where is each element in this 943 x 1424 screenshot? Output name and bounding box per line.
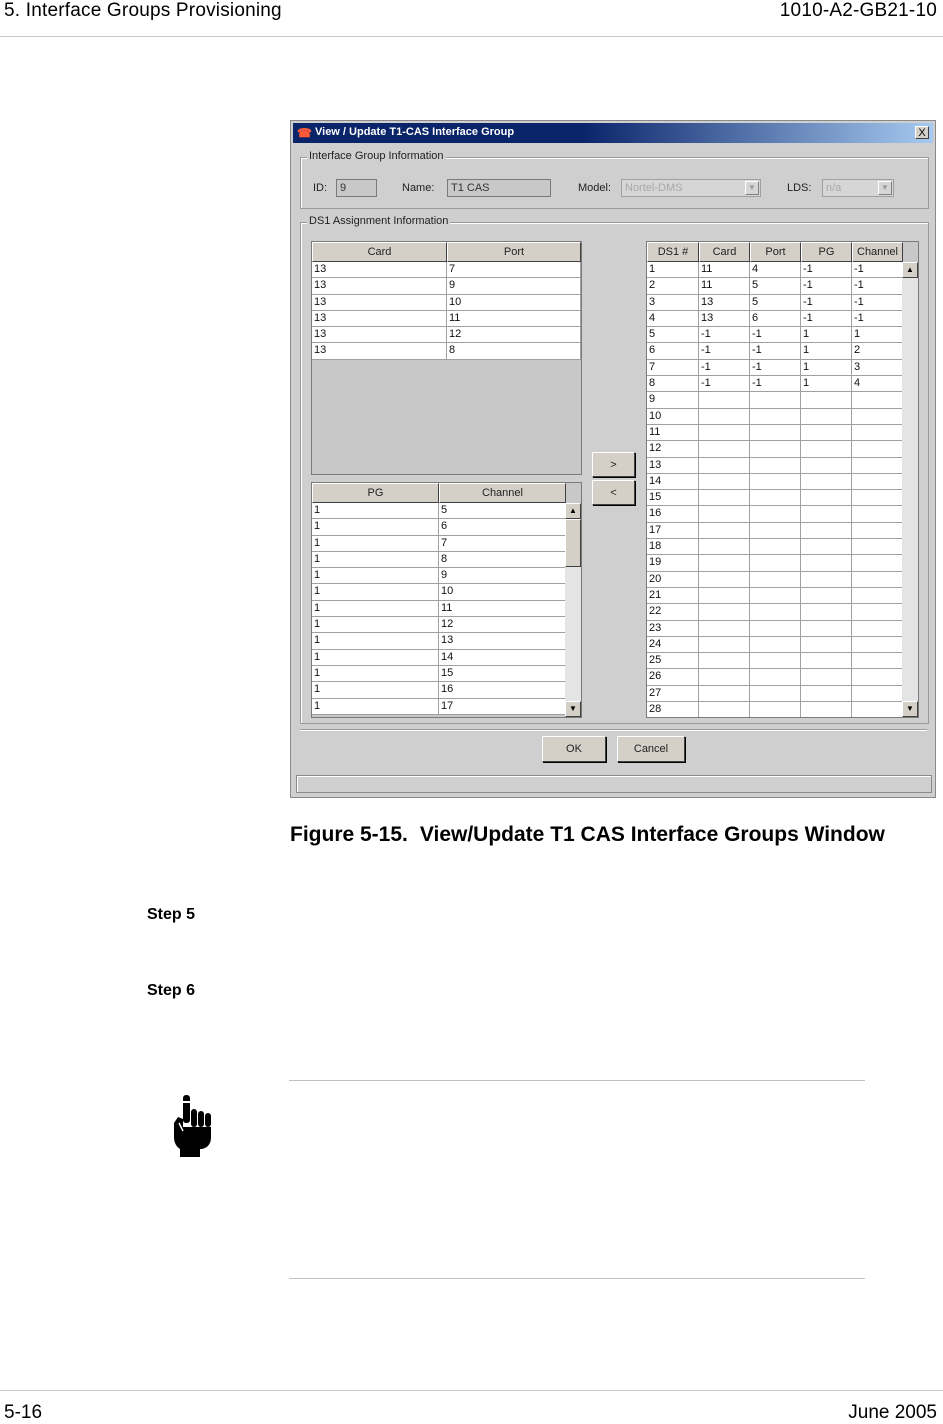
ds1-cell (852, 637, 903, 653)
column-header-pg[interactable]: PG (312, 483, 439, 503)
ds1-row[interactable] (647, 653, 903, 669)
ds1-row[interactable] (647, 572, 903, 588)
lds-select[interactable] (822, 179, 894, 197)
ds1-cell (852, 669, 903, 685)
pg-channel-row[interactable] (312, 666, 566, 682)
ds1-cell (801, 441, 852, 457)
id-field: 9 (336, 179, 377, 197)
pg-channel-cell: 1 (312, 666, 439, 682)
card-port-cell: 10 (447, 295, 581, 311)
ds1-cell (801, 523, 852, 539)
ds1-cell: 10 (647, 409, 699, 425)
ds1-row[interactable] (647, 523, 903, 539)
pg-channel-cell: 1 (312, 617, 439, 633)
ds1-cell (852, 653, 903, 669)
scroll-thumb[interactable] (565, 519, 581, 567)
scroll-down-icon[interactable]: ▼ (902, 701, 918, 717)
lds-value: n/a (826, 182, 842, 194)
pg-channel-cell: 1 (312, 699, 439, 715)
column-header-card[interactable]: Card (312, 242, 447, 262)
ds1-cell: 1 (801, 360, 852, 376)
pg-channel-cell: 9 (439, 568, 566, 584)
ds1-row[interactable] (647, 588, 903, 604)
status-bar (296, 775, 932, 793)
ds1-cell: 17 (647, 523, 699, 539)
pg-channel-cell: 15 (439, 666, 566, 682)
ds1-cell (852, 490, 903, 506)
ds1-cell (852, 409, 903, 425)
name-label: Name: (402, 182, 435, 194)
ds1-cell (852, 392, 903, 408)
card-port-cell: 13 (312, 295, 447, 311)
model-select[interactable] (621, 179, 761, 197)
figure-title: View/Update T1 CAS Interface Groups Window (419, 823, 885, 846)
ds1-cell (801, 702, 852, 718)
id-label: ID: (313, 182, 328, 194)
ds1-cell: 12 (647, 441, 699, 457)
ds1-row[interactable] (647, 262, 903, 278)
pg-channel-cell: 1 (312, 519, 439, 535)
ds1-cell: 13 (647, 458, 699, 474)
pg-channel-cell: 13 (439, 633, 566, 649)
ds1-cell: -1 (801, 311, 852, 327)
pg-channel-cell: 10 (439, 584, 566, 600)
column-header-pg[interactable]: PG (801, 242, 852, 262)
card-port-cell: 8 (447, 343, 581, 359)
ds1-cell (699, 572, 750, 588)
ds1-cell: -1 (750, 343, 801, 359)
ds1-cell (699, 409, 750, 425)
ds1-cell (699, 637, 750, 653)
ds1-cell: 5 (750, 295, 801, 311)
ds1-cell (801, 686, 852, 702)
ds1-cell: -1 (699, 327, 750, 343)
pg-channel-row[interactable] (312, 536, 566, 552)
note-bottom-rule (289, 1278, 865, 1279)
ds1-cell (801, 637, 852, 653)
ds1-cell (852, 523, 903, 539)
ds1-cell: -1 (699, 343, 750, 359)
ds1-cell: 7 (647, 360, 699, 376)
ds1-cell (852, 506, 903, 522)
ds1-cell (852, 686, 903, 702)
pg-channel-cell: 5 (439, 503, 566, 519)
ds1-row[interactable] (647, 669, 903, 685)
ds1-cell (852, 702, 903, 718)
pg-channel-cell: 7 (439, 536, 566, 552)
ds1-cell (801, 572, 852, 588)
info-group-label: Interface Group Information (309, 150, 444, 162)
pg-channel-row[interactable] (312, 633, 566, 649)
ds1-cell (852, 441, 903, 457)
ds1-cell (699, 621, 750, 637)
ds1-cell (852, 539, 903, 555)
ds1-cell (801, 474, 852, 490)
card-port-table (311, 241, 582, 475)
pg-channel-row[interactable] (312, 617, 566, 633)
pg-channel-table (311, 482, 582, 718)
ds1-cell (699, 392, 750, 408)
scroll-up-icon[interactable]: ▲ (565, 503, 581, 519)
ds1-cell: 1 (801, 376, 852, 392)
ds1-cell: 14 (647, 474, 699, 490)
ds1-cell: 1 (852, 327, 903, 343)
add-to-ds1-button[interactable]: > (592, 452, 635, 477)
ds1-cell (801, 621, 852, 637)
pg-channel-cell: 12 (439, 617, 566, 633)
ds1-cell (699, 539, 750, 555)
ds1-row[interactable] (647, 441, 903, 457)
pg-channel-cell: 1 (312, 601, 439, 617)
pg-channel-rows (312, 503, 566, 715)
card-port-row[interactable] (312, 327, 581, 343)
ds1-cell (852, 555, 903, 571)
phone-icon: ☎ (297, 126, 312, 140)
dialog-title: View / Update T1-CAS Interface Group (315, 126, 515, 138)
ds1-cell (750, 653, 801, 669)
ds1-cell (750, 686, 801, 702)
pg-channel-scrollbar[interactable] (565, 503, 581, 717)
card-port-rows (312, 262, 581, 360)
ds1-row[interactable] (647, 686, 903, 702)
ds1-cell: 5 (750, 278, 801, 294)
card-port-cell: 13 (312, 262, 447, 278)
lds-label: LDS: (787, 182, 812, 194)
pg-channel-row[interactable] (312, 568, 566, 584)
ds1-cell: 4 (852, 376, 903, 392)
ds1-cell (801, 409, 852, 425)
ds1-cell (699, 523, 750, 539)
step-5-label: Step 5 (147, 906, 196, 923)
ds1-row[interactable] (647, 425, 903, 441)
ds1-cell (801, 425, 852, 441)
ds1-row[interactable] (647, 343, 903, 359)
cancel-button[interactable]: Cancel (617, 736, 685, 762)
ds1-cell (699, 686, 750, 702)
ds1-cell: 19 (647, 555, 699, 571)
card-port-cell: 13 (312, 343, 447, 359)
ds1-cell (750, 506, 801, 522)
ds1-row[interactable] (647, 506, 903, 522)
ds1-cell: -1 (852, 278, 903, 294)
name-field[interactable]: T1 CAS (447, 179, 551, 197)
pg-channel-cell: 1 (312, 552, 439, 568)
figure-number: Figure 5-15. (290, 823, 408, 846)
column-header-port[interactable]: Port (447, 242, 581, 262)
ds1-cell (852, 474, 903, 490)
card-port-cell: 13 (312, 311, 447, 327)
ds1-cell: 8 (647, 376, 699, 392)
ds1-cell (801, 506, 852, 522)
ds1-cell (852, 621, 903, 637)
ds1-cell: 27 (647, 686, 699, 702)
ds1-cell (750, 458, 801, 474)
figure-caption (290, 824, 910, 846)
ds1-cell: -1 (699, 376, 750, 392)
pg-channel-row[interactable] (312, 519, 566, 535)
ds1-cell: -1 (852, 262, 903, 278)
ds1-cell (750, 604, 801, 620)
ds1-cell: 2 (852, 343, 903, 359)
note-top-rule (289, 1080, 865, 1081)
ds1-cell: 25 (647, 653, 699, 669)
ds1-cell: 15 (647, 490, 699, 506)
ds1-cell (801, 458, 852, 474)
ds1-cell (852, 572, 903, 588)
ds1-cell: 1 (801, 343, 852, 359)
ds1-cell: 4 (647, 311, 699, 327)
ds1-row[interactable] (647, 278, 903, 294)
dialog-titlebar (293, 123, 933, 143)
ds1-cell (699, 653, 750, 669)
publication-date: June 2005 (848, 1402, 937, 1423)
scroll-down-icon[interactable]: ▼ (565, 701, 581, 717)
ds1-cell: 13 (699, 295, 750, 311)
ds1-cell: 4 (750, 262, 801, 278)
card-port-row[interactable] (312, 295, 581, 311)
ds1-cell: 1 (801, 327, 852, 343)
page-number: 5-16 (4, 1402, 43, 1423)
close-button[interactable]: X (915, 126, 929, 139)
ds1-group-label: DS1 Assignment Information (309, 215, 449, 227)
pointing-hand-icon (170, 1093, 214, 1159)
pg-channel-row[interactable] (312, 552, 566, 568)
ds1-cell (750, 588, 801, 604)
remove-from-ds1-button[interactable]: < (592, 480, 635, 505)
ds1-cell (801, 604, 852, 620)
ds1-cell (852, 588, 903, 604)
ds1-cell (801, 539, 852, 555)
ds1-cell: 16 (647, 506, 699, 522)
ds1-cell: -1 (852, 311, 903, 327)
pg-channel-cell: 8 (439, 552, 566, 568)
pg-channel-cell: 1 (312, 536, 439, 552)
column-header-port[interactable]: Port (750, 242, 801, 262)
ds1-row[interactable] (647, 295, 903, 311)
model-value: Nortel-DMS (625, 182, 683, 194)
pg-channel-row[interactable] (312, 699, 566, 715)
ds1-cell: 11 (699, 278, 750, 294)
ds1-cell: 23 (647, 621, 699, 637)
ds1-cell (699, 441, 750, 457)
ds1-row[interactable] (647, 474, 903, 490)
ds1-row[interactable] (647, 327, 903, 343)
column-header-channel[interactable]: Channel (852, 242, 903, 262)
ds1-row[interactable] (647, 702, 903, 718)
pg-channel-cell: 1 (312, 584, 439, 600)
ds1-cell: 24 (647, 637, 699, 653)
ds1-cell: 28 (647, 702, 699, 718)
ds1-cell (699, 425, 750, 441)
card-port-row[interactable] (312, 262, 581, 278)
ds1-cell (750, 555, 801, 571)
pg-channel-cell: 14 (439, 650, 566, 666)
ds1-cell: -1 (750, 376, 801, 392)
pg-channel-cell: 6 (439, 519, 566, 535)
pg-channel-cell: 17 (439, 699, 566, 715)
pg-channel-row[interactable] (312, 584, 566, 600)
ds1-row[interactable] (647, 360, 903, 376)
card-port-cell: 7 (447, 262, 581, 278)
ds1-row[interactable] (647, 392, 903, 408)
pg-channel-header (312, 483, 566, 503)
ds1-cell (699, 702, 750, 718)
ds1-cell (801, 588, 852, 604)
ds1-cell (750, 490, 801, 506)
pg-channel-cell: 11 (439, 601, 566, 617)
card-port-cell: 9 (447, 278, 581, 294)
ds1-cell (750, 523, 801, 539)
ds1-row[interactable] (647, 311, 903, 327)
ds1-cell (852, 604, 903, 620)
ds1-row[interactable] (647, 637, 903, 653)
ds1-cell: -1 (801, 295, 852, 311)
chevron-down-icon: ▼ (878, 181, 892, 195)
ds1-rows (647, 262, 903, 718)
footer-rule (0, 1390, 943, 1391)
card-port-cell: 13 (312, 278, 447, 294)
card-port-cell: 11 (447, 311, 581, 327)
ds1-cell: 6 (647, 343, 699, 359)
ds1-cell (750, 702, 801, 718)
ds1-cell: 13 (699, 311, 750, 327)
interface-group-dialog (290, 120, 936, 798)
header-rule (0, 36, 943, 37)
ok-button[interactable]: OK (542, 736, 606, 762)
pg-channel-cell: 1 (312, 503, 439, 519)
card-port-cell: 12 (447, 327, 581, 343)
ds1-cell (852, 425, 903, 441)
ds1-cell (750, 621, 801, 637)
ds1-cell (750, 425, 801, 441)
ds1-cell: 3 (852, 360, 903, 376)
ds1-row[interactable] (647, 458, 903, 474)
card-port-row[interactable] (312, 343, 581, 359)
ds1-cell (750, 441, 801, 457)
pg-channel-cell: 16 (439, 682, 566, 698)
ds1-cell (699, 555, 750, 571)
ds1-cell: -1 (801, 278, 852, 294)
ds1-row[interactable] (647, 555, 903, 571)
ds1-cell (750, 392, 801, 408)
ds1-row[interactable] (647, 539, 903, 555)
ds1-cell (750, 474, 801, 490)
ds1-cell (699, 458, 750, 474)
ds1-cell: -1 (801, 262, 852, 278)
chevron-down-icon: ▼ (745, 181, 759, 195)
ds1-cell: 26 (647, 669, 699, 685)
ds1-cell: 5 (647, 327, 699, 343)
ds1-cell: 6 (750, 311, 801, 327)
ds1-cell: 1 (647, 262, 699, 278)
step-6-label: Step 6 (147, 982, 196, 999)
ds1-cell: 9 (647, 392, 699, 408)
card-port-cell: 13 (312, 327, 447, 343)
card-port-row[interactable] (312, 278, 581, 294)
column-header-ds1[interactable]: DS1 # (647, 242, 699, 262)
scroll-up-icon[interactable]: ▲ (902, 262, 918, 278)
ds1-row[interactable] (647, 409, 903, 425)
ds1-cell (852, 458, 903, 474)
ds1-cell (699, 490, 750, 506)
pg-channel-row[interactable] (312, 601, 566, 617)
ds1-cell (699, 506, 750, 522)
pg-channel-row[interactable] (312, 682, 566, 698)
ds1-header (647, 242, 903, 262)
ds1-cell: -1 (852, 295, 903, 311)
ds1-cell: 11 (647, 425, 699, 441)
ds1-scrollbar[interactable] (902, 262, 918, 717)
ds1-cell: 2 (647, 278, 699, 294)
ds1-cell (699, 474, 750, 490)
ds1-cell: -1 (750, 360, 801, 376)
ds1-cell: 20 (647, 572, 699, 588)
ds1-cell: 21 (647, 588, 699, 604)
ds1-table (646, 241, 919, 718)
pg-channel-cell: 1 (312, 650, 439, 666)
ds1-cell: -1 (750, 327, 801, 343)
page-header-docnum: 1010-A2-GB21-10 (779, 0, 937, 21)
card-port-row[interactable] (312, 311, 581, 327)
ds1-cell (801, 392, 852, 408)
ds1-cell (801, 490, 852, 506)
ds1-row[interactable] (647, 604, 903, 620)
ds1-cell (801, 653, 852, 669)
ds1-cell (801, 669, 852, 685)
page-header-section: 5. Interface Groups Provisioning (4, 0, 282, 21)
ds1-cell: 3 (647, 295, 699, 311)
ds1-cell (750, 572, 801, 588)
ds1-cell (750, 637, 801, 653)
card-port-header (312, 242, 581, 262)
pg-channel-cell: 1 (312, 633, 439, 649)
ds1-row[interactable] (647, 490, 903, 506)
dialog-separator (300, 729, 927, 730)
ds1-cell (801, 555, 852, 571)
ds1-cell (750, 409, 801, 425)
column-header-card[interactable]: Card (699, 242, 750, 262)
ds1-row[interactable] (647, 621, 903, 637)
ds1-cell: 18 (647, 539, 699, 555)
model-label: Model: (578, 182, 612, 194)
ds1-cell: 11 (699, 262, 750, 278)
ds1-cell (750, 669, 801, 685)
ds1-cell (699, 588, 750, 604)
ds1-cell (750, 539, 801, 555)
column-header-channel[interactable]: Channel (439, 483, 566, 503)
pg-channel-cell: 1 (312, 682, 439, 698)
pg-channel-row[interactable] (312, 650, 566, 666)
ds1-cell (699, 604, 750, 620)
ds1-cell: 22 (647, 604, 699, 620)
ds1-row[interactable] (647, 376, 903, 392)
pg-channel-cell: 1 (312, 568, 439, 584)
pg-channel-row[interactable] (312, 503, 566, 519)
ds1-cell: -1 (699, 360, 750, 376)
ds1-cell (699, 669, 750, 685)
